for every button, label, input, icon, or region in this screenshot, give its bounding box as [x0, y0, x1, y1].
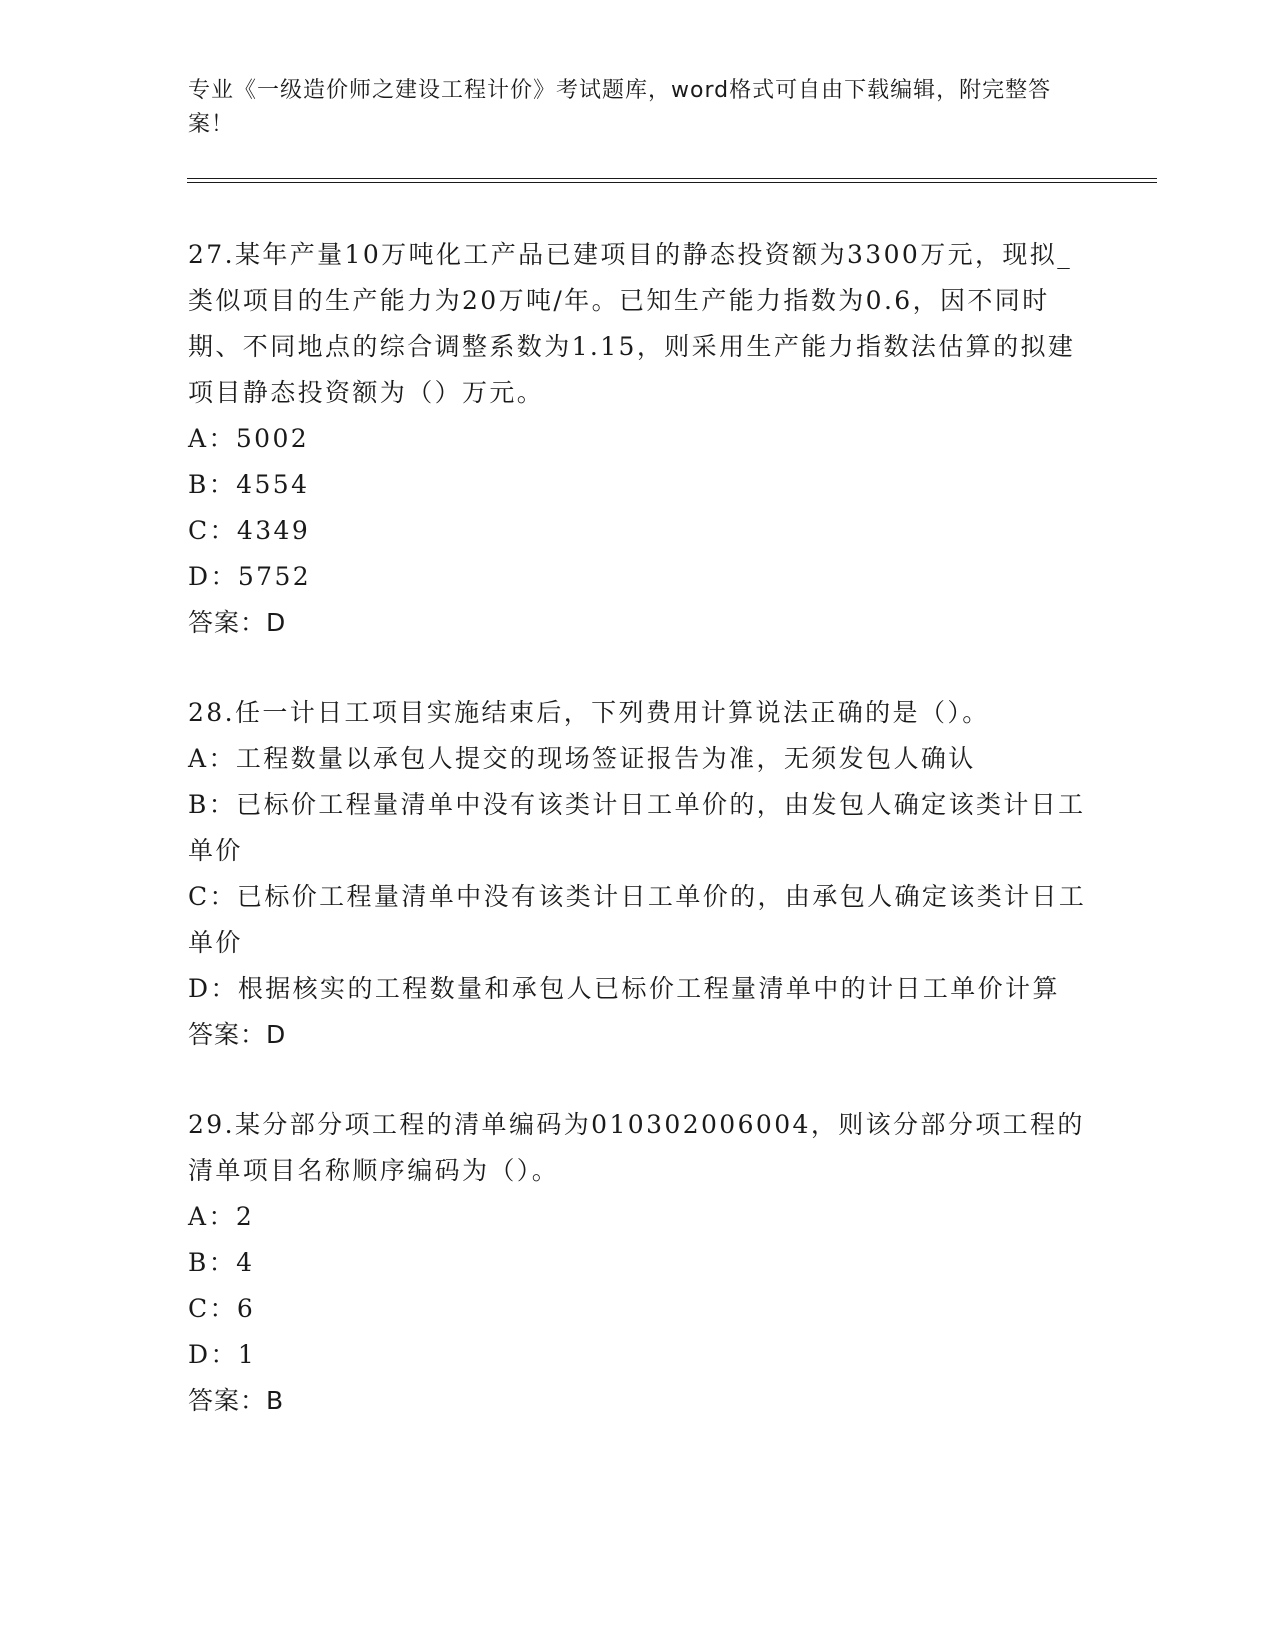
- answer-line: 答案：B: [188, 1386, 285, 1415]
- answer-line: 答案：D: [188, 608, 287, 637]
- question-stem: 29.某分部分项工程的清单编码为010302006004，则该分部分项工程的清单项目名称顺序编码为（）。: [188, 1110, 1085, 1185]
- option-b: B：4: [188, 1248, 255, 1277]
- question-stem: 28.任一计日工项目实施结束后，下列费用计算说法正确的是（）。: [188, 698, 990, 727]
- question-list: [188, 232, 1088, 1468]
- question-stem: 27.某年产量10万吨化工产品已建项目的静态投资额为3300万元，现拟_类似项目的生产能力为20万吨/年。已知生产能力指数为0.6，因不同时期、不同地点的综合调整系数为1.15，则采用生产能力指数法估算的拟建项目静态投资额为（）万元。: [188, 240, 1076, 407]
- option-a: A：工程数量以承包人提交的现场签证报告为准，无须发包人确认: [188, 744, 976, 773]
- option-d: D：根据核实的工程数量和承包人已标价工程量清单中的计日工单价计算: [188, 974, 1060, 1003]
- option-c: C：已标价工程量清单中没有该类计日工单价的，由承包人确定该类计日工单价: [188, 882, 1087, 957]
- option-c: C：4349: [188, 516, 311, 545]
- question-29: [188, 1102, 1088, 1424]
- answer-line: 答案：D: [188, 1020, 287, 1049]
- document-header: 专业《一级造价师之建设工程计价》考试题库，word格式可自由下载编辑，附完整答案！: [188, 78, 1052, 137]
- option-d: D：5752: [188, 562, 312, 591]
- option-a: A：5002: [188, 424, 310, 453]
- option-c: C：6: [188, 1294, 256, 1323]
- option-b: B：4554: [188, 470, 310, 499]
- question-28: [188, 690, 1088, 1058]
- option-a: A：2: [188, 1202, 255, 1231]
- question-27: [188, 232, 1088, 646]
- option-d: D：1: [188, 1340, 257, 1369]
- header-divider: [187, 178, 1157, 183]
- option-b: B：已标价工程量清单中没有该类计日工单价的，由发包人确定该类计日工单价: [188, 790, 1086, 865]
